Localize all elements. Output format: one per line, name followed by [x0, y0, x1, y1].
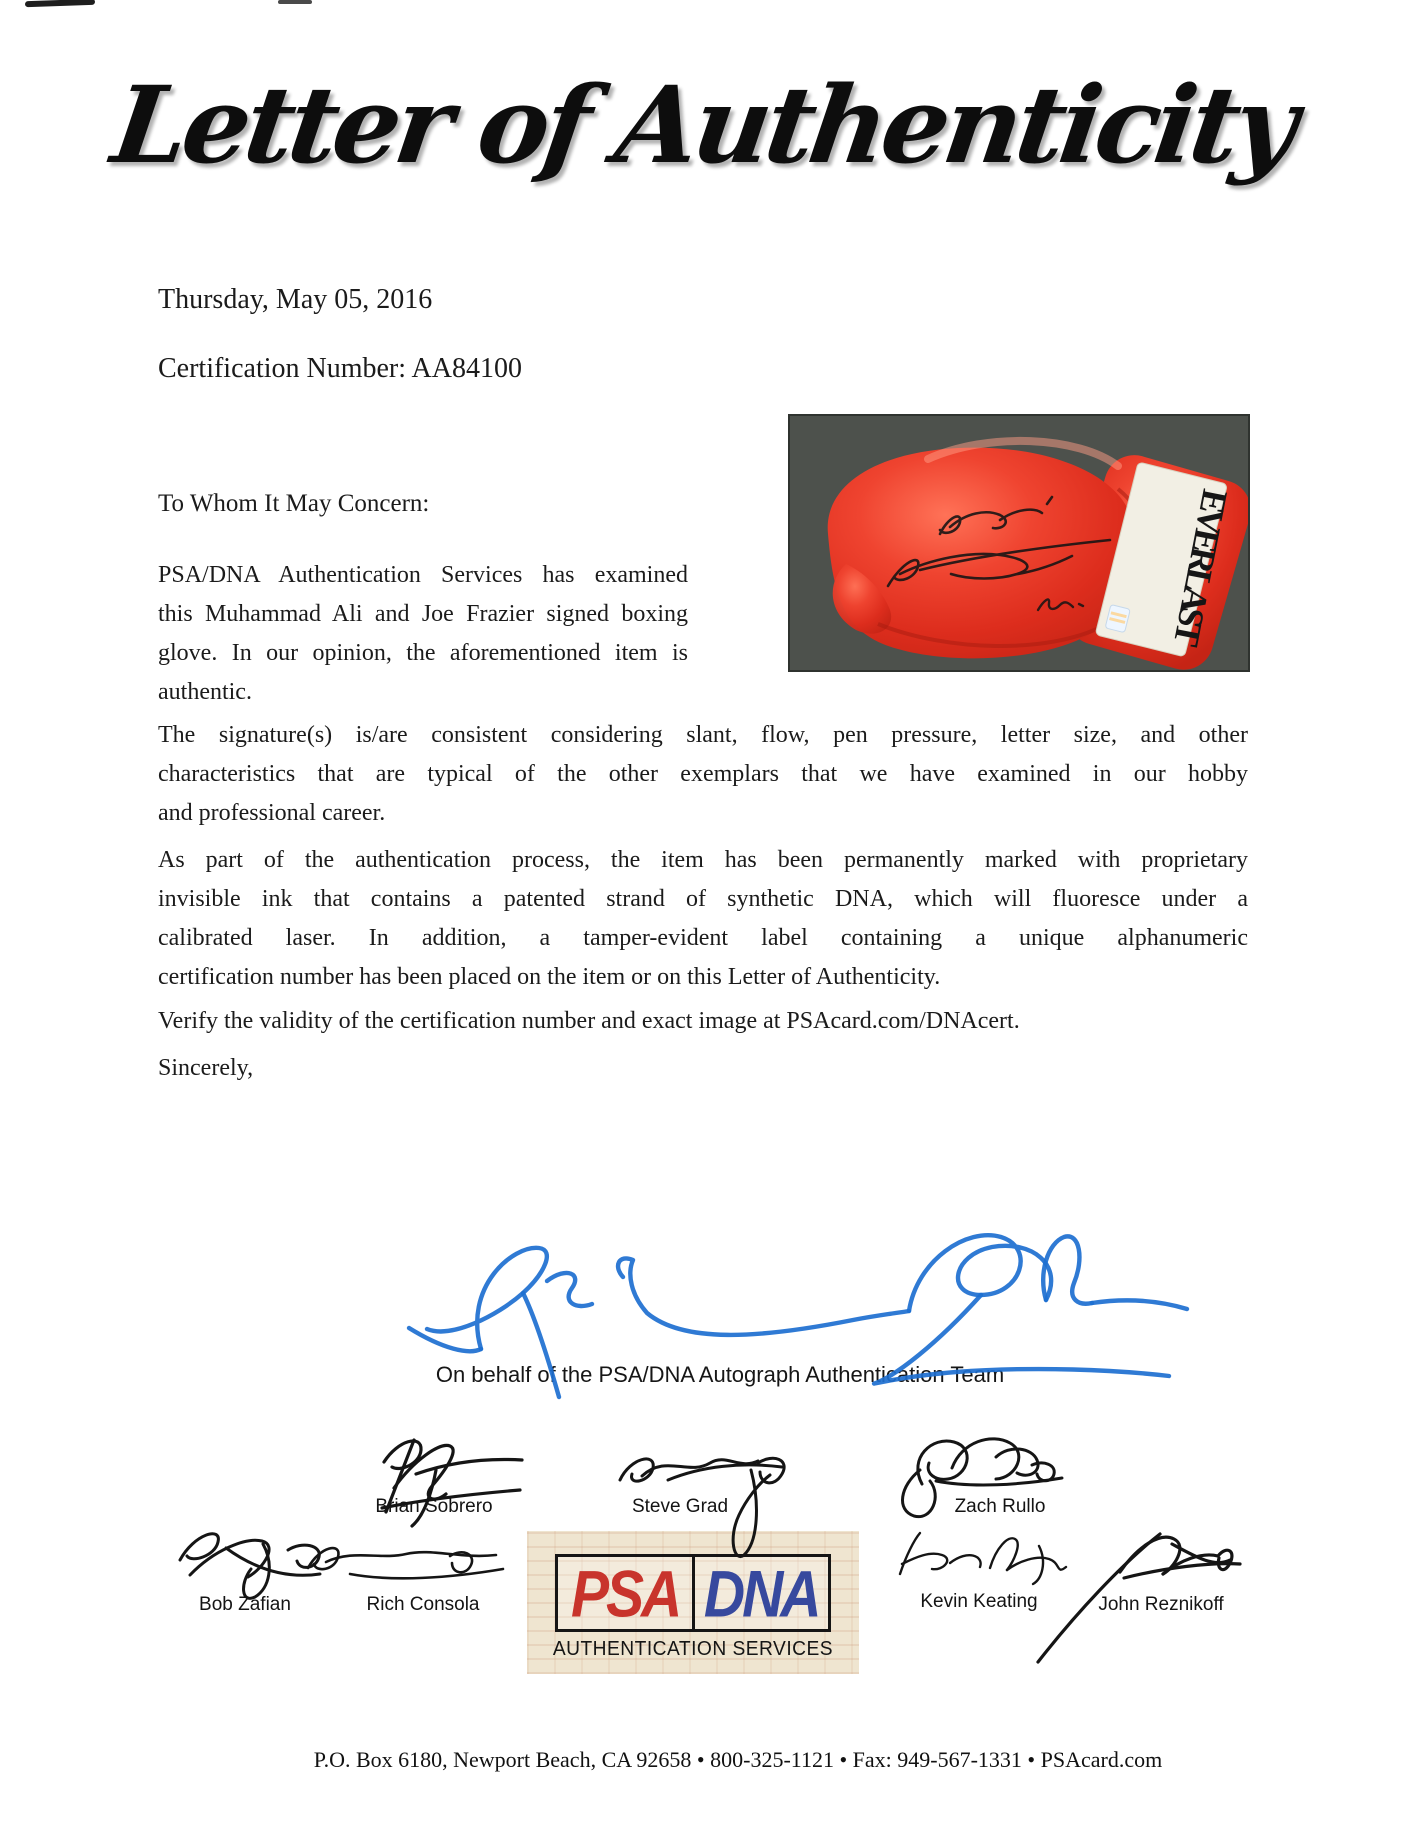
on-behalf-text: On behalf of the PSA/DNA Autograph Authentication Team	[435, 1362, 1005, 1387]
paragraph-line: and professional career.	[158, 800, 386, 826]
paragraph-line: authentic.	[158, 679, 252, 705]
scan-artifact	[25, 0, 95, 7]
paragraph-2	[158, 716, 1248, 833]
paragraph-line: The signature(s) is/are consistent considering slant, flow, pen pressure, letter size, and other	[158, 722, 1248, 748]
letter-date: Thursday, May 05, 2016	[158, 284, 433, 315]
psa-dna-logo	[527, 1531, 859, 1674]
salutation: To Whom It May Concern:	[158, 490, 430, 517]
signature-kevin-keating	[888, 1526, 1078, 1596]
signer-name: Steve Grad	[631, 1496, 729, 1517]
certification-label: Certification Number:	[158, 353, 407, 384]
signer-name: Bob Zafian	[199, 1594, 291, 1615]
paragraph-line: characteristics that are typical of the other exemplars that we have examined in our hobby	[158, 761, 1248, 787]
certification-line	[158, 353, 522, 385]
signer-name: Zach Rullo	[954, 1496, 1046, 1517]
letter-title: Letter of Authenticity	[105, 62, 1301, 187]
paragraph-line: As part of the authentication process, the item has been permanently marked with proprietary	[158, 847, 1248, 873]
paragraph-line: glove. In our opinion, the aforementioned item is	[158, 640, 688, 666]
closing: Sincerely,	[158, 1055, 254, 1081]
authorizing-signature-blue	[395, 1225, 1195, 1425]
signature-rich-consola	[298, 1532, 513, 1602]
psa-dna-logo-box	[555, 1554, 831, 1632]
paragraph-3	[158, 841, 1248, 997]
signer-name: Rich Consola	[366, 1594, 480, 1615]
paragraph-line: Verify the validity of the certification number and exact image at PSAcard.com/DNAcert.	[158, 1008, 1020, 1034]
signer-name: Brian Sobrero	[375, 1496, 493, 1517]
footer-contact: P.O. Box 6180, Newport Beach, CA 92658 • 800-325-1121 • Fax: 949-567-1331 • PSAcard.com	[313, 1747, 1163, 1772]
paragraph-line: calibrated laser. In addition, a tamper-evident label containing a unique alphanumeric	[158, 925, 1248, 951]
paragraph-1	[158, 556, 688, 712]
paragraph-line: this Muhammad Ali and Joe Frazier signed boxing	[158, 601, 688, 627]
paragraph-4	[158, 1002, 1248, 1041]
scan-artifact	[278, 0, 312, 4]
paragraph-line: PSA/DNA Authentication Services has examined	[158, 562, 688, 588]
everlast-label-text: EVERLAST	[1165, 486, 1236, 651]
logo-dna-text: DNA	[703, 1555, 819, 1631]
paragraph-line: certification number has been placed on the item or on this Letter of Authenticity.	[158, 964, 941, 990]
paragraph-line: invisible ink that contains a patented strand of synthetic DNA, which will fluoresce under a	[158, 886, 1248, 912]
item-photo	[788, 414, 1250, 672]
logo-psa-text: PSA	[558, 1557, 695, 1629]
signer-name: John Reznikoff	[1098, 1594, 1224, 1615]
logo-tagline: AUTHENTICATION SERVICES	[552, 1638, 834, 1660]
signer-name: Kevin Keating	[920, 1591, 1038, 1612]
certification-number: AA84100	[411, 353, 522, 384]
